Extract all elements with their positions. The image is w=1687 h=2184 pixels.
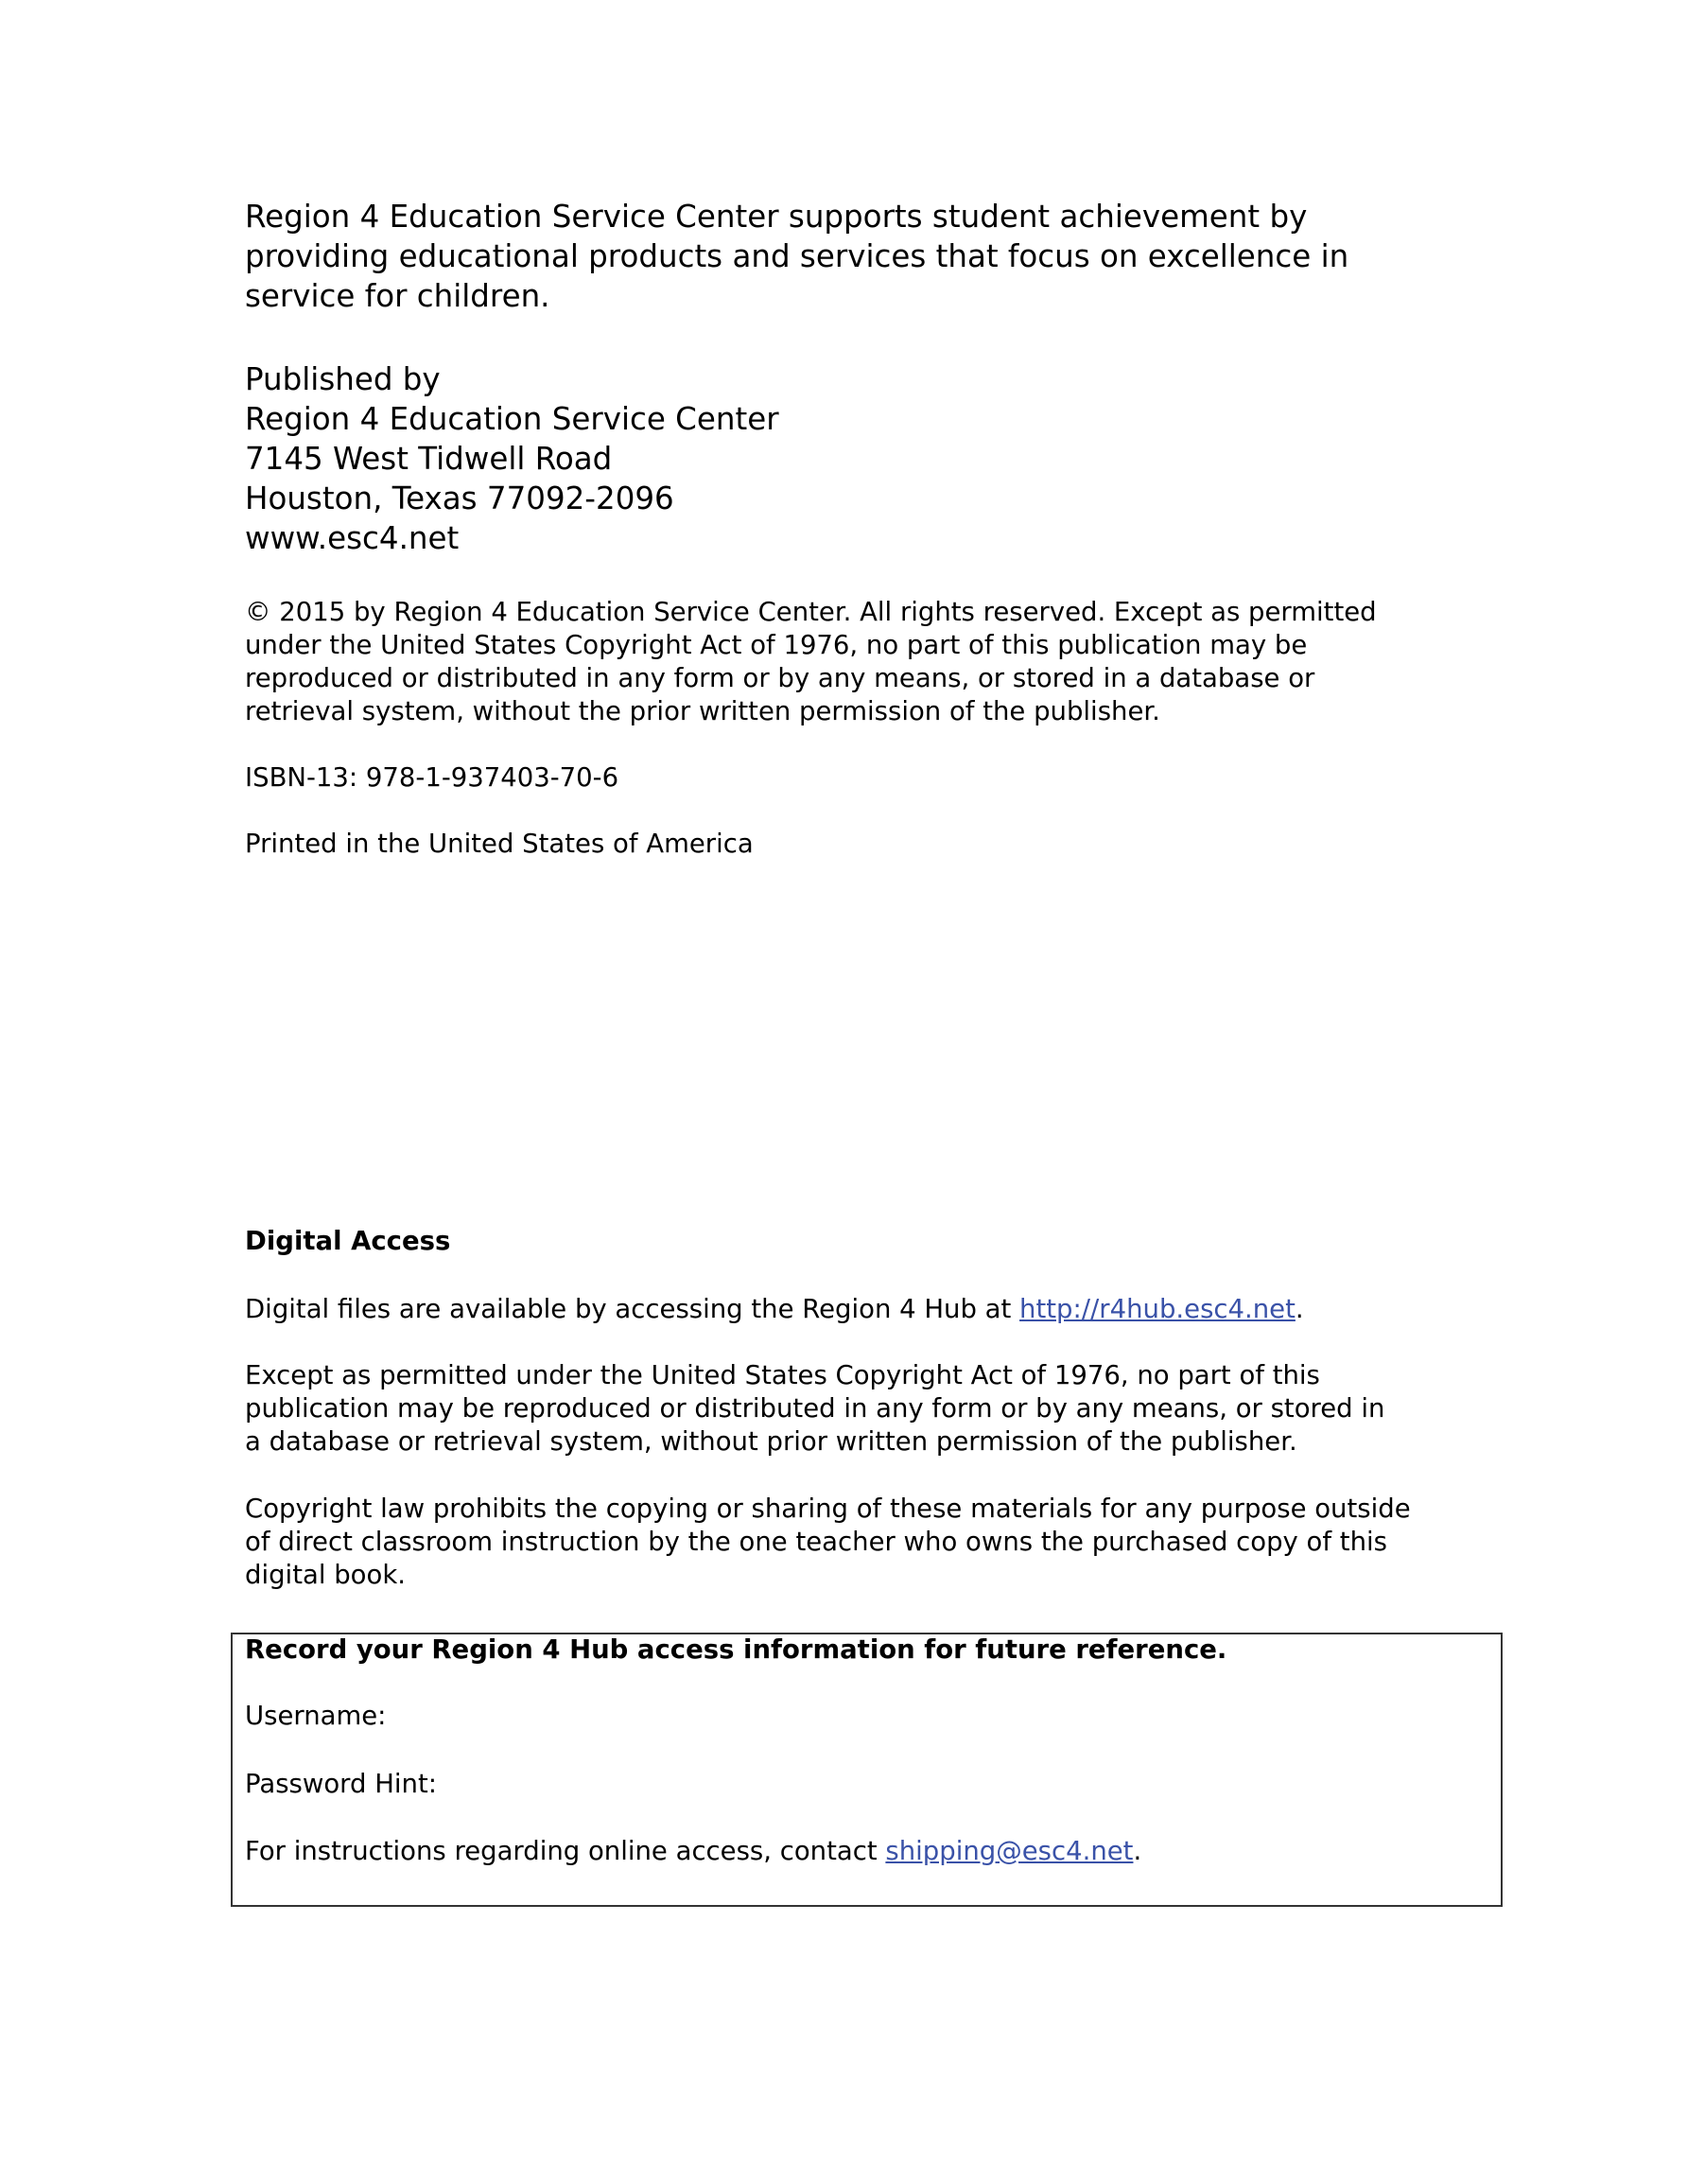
digital-files-paragraph: [245, 1293, 1304, 1326]
publisher-block: [245, 359, 779, 558]
law-line: Copyright law prohibits the copying or sharing of these materials for any purpose outside: [245, 1494, 1411, 1524]
law-line: digital book.: [245, 1560, 406, 1590]
isbn: ISBN-13: 978-1-937403-70-6: [245, 762, 619, 793]
hub-link[interactable]: http://r4hub.esc4.net: [1019, 1294, 1296, 1324]
copyright-notice: [245, 596, 1377, 728]
contact-text: For instructions regarding online access, contact: [245, 1836, 886, 1866]
permission-line: Except as permitted under the United States Copyright Act of 1976, no part of this: [245, 1360, 1320, 1390]
law-line: of direct classroom instruction by the one teacher who owns the purchased copy of this: [245, 1527, 1387, 1557]
permission-line: a database or retrieval system, without prior written permission of the publisher.: [245, 1426, 1297, 1457]
digital-files-text: Digital files are available by accessing the Region 4 Hub at: [245, 1294, 1020, 1324]
mission-statement: [245, 197, 1348, 316]
password-hint-label: Password Hint:: [245, 1769, 437, 1799]
mission-line: Region 4 Education Service Center supports student achievement by: [245, 199, 1308, 235]
permission-paragraph: [245, 1359, 1384, 1459]
period: .: [1133, 1836, 1142, 1866]
copyright-line: retrieval system, without the prior written permission of the publisher.: [245, 696, 1160, 726]
period: .: [1295, 1294, 1304, 1324]
digital-access-heading: Digital Access: [245, 1226, 451, 1256]
publisher-name: Region 4 Education Service Center: [245, 401, 779, 437]
contact-line: [245, 1835, 1141, 1868]
contact-email-link[interactable]: shipping@esc4.net: [885, 1836, 1134, 1866]
record-box-heading: Record your Region 4 Hub access information for future reference.: [245, 1634, 1227, 1665]
publisher-street: 7145 West Tidwell Road: [245, 441, 613, 477]
username-label: Username:: [245, 1701, 387, 1731]
published-by-label: Published by: [245, 361, 441, 397]
publisher-city: Houston, Texas 77092-2096: [245, 480, 674, 516]
mission-line: providing educational products and services that focus on excellence in: [245, 238, 1349, 274]
publisher-website: www.esc4.net: [245, 520, 460, 556]
copyright-line: under the United States Copyright Act of 1976, no part of this publication may be: [245, 630, 1308, 660]
copyright-line: © 2015 by Region 4 Education Service Center. All rights reserved. Except as permitted: [245, 597, 1377, 627]
permission-line: publication may be reproduced or distributed in any form or by any means, or stored in: [245, 1393, 1385, 1424]
mission-line: service for children.: [245, 278, 550, 314]
printed-in: Printed in the United States of America: [245, 829, 754, 859]
copyright-law-paragraph: [245, 1493, 1411, 1592]
copyright-line: reproduced or distributed in any form or by any means, or stored in a database or: [245, 663, 1315, 693]
